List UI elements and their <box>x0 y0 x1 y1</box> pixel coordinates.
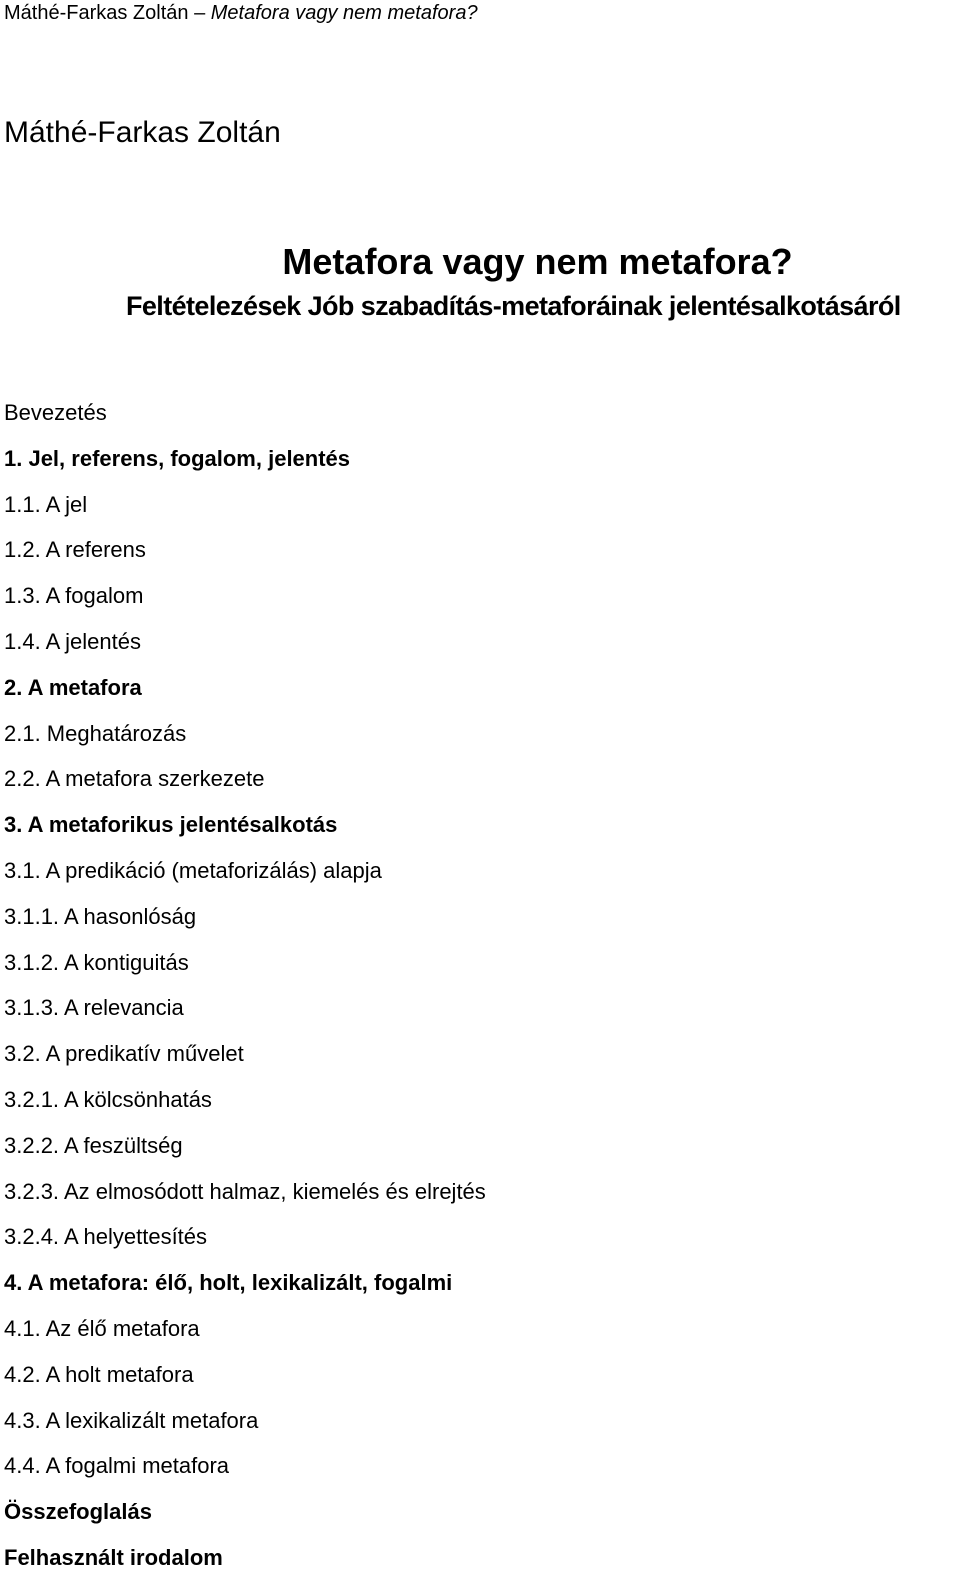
author-name: Máthé-Farkas Zoltán <box>4 116 281 149</box>
toc-item: 4.1. Az élő metafora <box>4 1315 200 1341</box>
toc-item: Bevezetés <box>4 400 107 425</box>
toc-item: 1.4. A jelentés <box>4 628 141 654</box>
running-header-author: Máthé-Farkas Zoltán <box>4 2 189 24</box>
toc-item: 4.3. A lexikalizált metafora <box>4 1407 259 1433</box>
toc-item: 3.2. A predikatív művelet <box>4 1041 244 1067</box>
running-header-title: Metafora vagy nem metafora? <box>210 2 478 24</box>
toc-item: 2.2. A metafora szerkezete <box>4 766 265 792</box>
toc-item: 4.4. A fogalmi metafora <box>4 1453 230 1479</box>
document-subtitle: Feltételezések Jób szabadítás-metaforáinak jelentésalkotásáról <box>126 291 901 321</box>
toc-item: 2.1. Meghatározás <box>4 720 187 746</box>
toc-item: 1.1. A jel <box>4 491 88 517</box>
toc-item: 3.2.4. A helyettesítés <box>4 1224 208 1250</box>
toc-item: 3.1.3. A relevancia <box>4 995 184 1021</box>
toc-item: 3.1.2. A kontiguitás <box>4 949 189 975</box>
toc-item: 4.2. A holt metafora <box>4 1361 194 1387</box>
toc-item: 4. A metafora: élő, holt, lexikalizált, fogalmi <box>4 1270 453 1296</box>
toc-item: Felhasznált irodalom <box>4 1544 223 1570</box>
toc-item: 3. A metaforikus jelentésalkotás <box>4 812 338 838</box>
toc-item: 1. Jel, referens, fogalom, jelentés <box>4 445 351 471</box>
toc-item: 1.2. A referens <box>4 537 146 563</box>
toc-item: Összefoglalás <box>4 1499 152 1525</box>
toc-item: 1.3. A fogalom <box>4 583 144 609</box>
toc-item: 3.2.3. Az elmosódott halmaz, kiemelés és elrejtés <box>4 1178 486 1204</box>
running-header <box>4 0 478 26</box>
toc-item: 3.2.1. A kölcsönhatás <box>4 1086 212 1112</box>
table-of-contents <box>4 398 486 1589</box>
running-header-separator: – <box>188 2 211 24</box>
toc-item: 3.1. A predikáció (metaforizálás) alapja <box>4 857 382 883</box>
toc-item: 2. A metafora <box>4 674 142 700</box>
document-title: Metafora vagy nem metafora? <box>282 241 793 282</box>
toc-item: 3.2.2. A feszültség <box>4 1132 183 1158</box>
toc-item: 3.1.1. A hasonlóság <box>4 903 197 929</box>
